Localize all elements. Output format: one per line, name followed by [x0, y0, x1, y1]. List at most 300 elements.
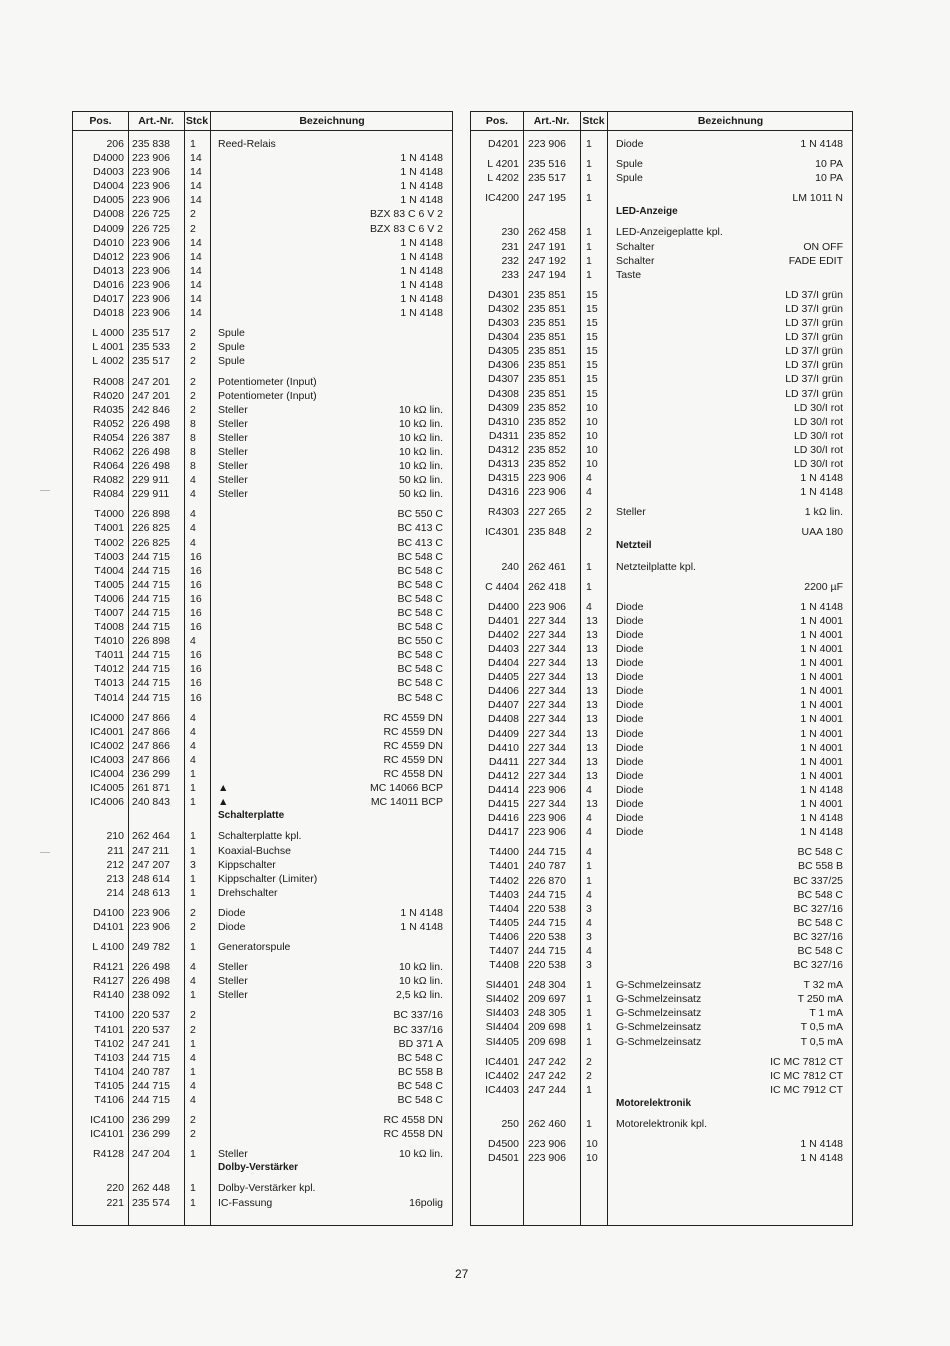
cell-stck: 1: [586, 874, 592, 887]
cell-pos: D4311: [488, 429, 519, 442]
table-row: [471, 783, 852, 797]
cell-stck: 16: [190, 677, 202, 690]
cell-pos: T4004: [94, 564, 124, 577]
cell-pos: D4409: [488, 727, 519, 740]
cell-stck: 15: [586, 302, 598, 315]
cell-pos: SI4404: [485, 1021, 519, 1034]
cell-bez: Diode: [616, 812, 644, 825]
cell-pos: IC4002: [90, 739, 124, 752]
cell-val: 1 N 4148: [800, 812, 843, 825]
cell-val: T 1 mA: [809, 1007, 843, 1020]
cell-art: 223 906: [528, 812, 566, 825]
cell-stck: 15: [586, 288, 598, 301]
cell-pos: 221: [106, 1196, 124, 1209]
cell-bez: Spule: [218, 355, 245, 368]
section-heading-row: [471, 1097, 852, 1111]
cell-stck: 13: [586, 671, 598, 684]
table-row: [73, 691, 452, 705]
cell-pos: D4414: [488, 783, 519, 796]
table-row: [471, 254, 852, 268]
cell-bez: Steller: [218, 417, 248, 430]
cell-stck: 4: [586, 600, 592, 613]
cell-pos: D4408: [488, 713, 519, 726]
cell-art: 238 092: [132, 989, 170, 1002]
cell-pos: R4128: [93, 1148, 124, 1161]
table-row: [471, 888, 852, 902]
cell-art: 247 191: [528, 240, 566, 253]
table-row: [73, 222, 452, 236]
cell-stck: 10: [586, 1152, 598, 1165]
table-row: [471, 457, 852, 471]
cell-pos: 206: [106, 138, 124, 150]
cell-art: 227 344: [528, 657, 566, 670]
table-row: [471, 157, 852, 171]
cell-art: 226 825: [132, 536, 170, 549]
cell-val: T 32 mA: [803, 979, 843, 992]
cell-stck: 10: [586, 401, 598, 414]
cell-pos: T4405: [489, 916, 519, 929]
cell-pos: 214: [106, 886, 124, 899]
cell-art: 223 906: [132, 236, 170, 249]
cell-stck: 4: [586, 812, 592, 825]
cell-val: BC 327/16: [793, 930, 843, 943]
table-row: [471, 505, 852, 519]
table-row: [73, 445, 452, 459]
cell-pos: D4302: [488, 302, 519, 315]
cell-pos: D4307: [488, 373, 519, 386]
cell-pos: D4400: [488, 600, 519, 613]
cell-val: 50 kΩ lin.: [398, 488, 443, 501]
section-heading-row: [73, 809, 452, 823]
cell-art: 235 851: [528, 359, 566, 372]
cell-val: 1 N 4001: [800, 643, 843, 655]
cell-bez: Diode: [616, 657, 644, 670]
cell-art: 220 537: [132, 1009, 170, 1022]
cell-val: T 250 mA: [797, 993, 843, 1006]
cell-pos: IC4003: [90, 753, 124, 766]
cell-art: 223 906: [528, 600, 566, 613]
cell-val: IC MC 7912 CT: [770, 1083, 843, 1096]
cell-stck: 1: [586, 993, 592, 1006]
cell-stck: 13: [586, 685, 598, 698]
cell-stck: 1: [190, 886, 196, 899]
table-row: [73, 1079, 452, 1093]
cell-bez: LED-Anzeige: [616, 206, 678, 218]
cell-bez: Diode: [616, 600, 644, 613]
cell-stck: 1: [586, 268, 592, 281]
table-row: [73, 592, 452, 606]
cell-pos: 231: [501, 240, 519, 253]
cell-val: LD 37/I grün: [785, 387, 843, 400]
cell-stck: 1: [586, 1021, 592, 1034]
header-pos: Pos.: [89, 115, 112, 127]
cell-art: 227 344: [528, 628, 566, 641]
cell-val: 10 kΩ lin.: [398, 403, 443, 416]
cell-pos: D4405: [488, 671, 519, 684]
cell-bez: IC-Fassung: [218, 1196, 273, 1209]
cell-art: 244 715: [132, 663, 170, 676]
table-row: [471, 845, 852, 859]
header-bez: Bezeichnung: [299, 115, 365, 127]
cell-stck: 1: [586, 192, 592, 205]
cell-stck: 14: [190, 166, 202, 179]
cell-art: 262 461: [528, 560, 566, 573]
cell-val: RC 4558 DN: [383, 1128, 443, 1141]
cell-val: 1 N 4148: [400, 166, 443, 179]
table-row: [471, 958, 852, 972]
table-row: [471, 471, 852, 485]
cell-val: BC 548 C: [397, 677, 443, 690]
cell-stck: 1: [190, 872, 196, 885]
cell-bez: Diode: [616, 614, 644, 627]
cell-stck: 2: [586, 1055, 592, 1068]
table-row: [73, 236, 452, 250]
cell-bez: Steller: [218, 488, 248, 501]
cell-stck: 4: [190, 536, 196, 549]
cell-pos: T4401: [489, 860, 519, 873]
table-row: [471, 1083, 852, 1097]
table-row: [73, 886, 452, 900]
cell-pos: T4400: [489, 846, 519, 859]
table-row: [73, 1065, 452, 1079]
cell-stck: 4: [190, 1079, 196, 1092]
cell-stck: 1: [190, 782, 196, 795]
table-row: [471, 1151, 852, 1165]
cell-art: 235 517: [132, 355, 170, 368]
table-row: [471, 358, 852, 372]
cell-art: 262 448: [132, 1182, 170, 1195]
table-row: [73, 606, 452, 620]
cell-art: 262 460: [528, 1118, 566, 1130]
cell-bez: G-Schmelzeinsatz: [616, 993, 702, 1006]
cell-bez: Diode: [616, 671, 644, 684]
table-row: [73, 250, 452, 264]
cell-val: 1 N 4148: [800, 783, 843, 796]
cell-val: 1 kΩ lin.: [804, 506, 843, 519]
cell-val: 16polig: [409, 1196, 443, 1209]
cell-stck: 1: [190, 844, 196, 857]
cell-val: 1 N 4148: [400, 180, 443, 193]
cell-art: 244 715: [132, 677, 170, 690]
cell-pos: T4404: [489, 902, 519, 915]
cell-stck: 14: [190, 307, 202, 320]
cell-art: 262 458: [528, 226, 566, 239]
cell-pos: T4012: [94, 663, 124, 676]
cell-stck: 4: [586, 472, 592, 485]
cell-val: LM 1011 N: [792, 192, 843, 205]
cell-art: 227 344: [528, 699, 566, 712]
cell-val: BC 548 C: [397, 663, 443, 676]
cell-val: BC 548 C: [397, 1051, 443, 1064]
cell-art: 227 344: [528, 643, 566, 655]
table-row: [471, 684, 852, 698]
cell-val: LD 37/I grün: [785, 359, 843, 372]
cell-val: BC 327/16: [793, 902, 843, 915]
cell-stck: 14: [190, 293, 202, 306]
cell-val: BC 337/16: [393, 1023, 443, 1036]
table-row: [73, 151, 452, 165]
cell-val: T 0,5 mA: [800, 1021, 843, 1034]
table-row: [73, 278, 452, 292]
table-row: [73, 487, 452, 501]
cell-stck: 2: [190, 1023, 196, 1036]
cell-stck: 13: [586, 727, 598, 740]
cell-pos: R4127: [93, 975, 124, 988]
cell-pos: R4082: [93, 474, 124, 487]
cell-stck: 2: [190, 403, 196, 416]
cell-stck: 16: [190, 649, 202, 662]
cell-pos: R4062: [93, 445, 124, 458]
cell-pos: IC4000: [90, 711, 124, 724]
cell-art: 247 201: [132, 389, 170, 402]
table-row: [73, 1023, 452, 1037]
table-row: [471, 1117, 852, 1131]
cell-val: LD 30/I rot: [793, 457, 843, 470]
cell-art: 247 242: [528, 1055, 566, 1068]
cell-val: 10 kΩ lin.: [398, 431, 443, 444]
cell-val: 50 kΩ lin.: [398, 474, 443, 487]
table-row: [73, 1037, 452, 1051]
cell-art: 227 344: [528, 727, 566, 740]
cell-art: 247 244: [528, 1083, 566, 1096]
cell-art: 244 715: [132, 592, 170, 605]
cell-stck: 2: [190, 375, 196, 388]
table-row: [73, 550, 452, 564]
table-row: [471, 656, 852, 670]
cell-art: 226 498: [132, 961, 170, 974]
cell-val: BC 548 C: [397, 550, 443, 563]
cell-art: 226 387: [132, 431, 170, 444]
cell-val: 1 N 4001: [800, 628, 843, 641]
cell-pos: T4014: [94, 691, 124, 704]
cell-val: RC 4559 DN: [383, 711, 443, 724]
cell-stck: 14: [190, 180, 202, 193]
cell-val: MC 14011 BCP: [370, 796, 443, 809]
cell-val: 1 N 4148: [800, 600, 843, 613]
cell-pos: D4407: [488, 699, 519, 712]
table-row: [73, 648, 452, 662]
cell-stck: 4: [190, 522, 196, 535]
cell-art: 223 906: [132, 166, 170, 179]
table-row: [471, 769, 852, 783]
cell-pos: D4008: [93, 208, 124, 221]
table-row: [471, 859, 852, 873]
cell-val: LD 37/I grün: [785, 345, 843, 358]
cell-art: 227 344: [528, 671, 566, 684]
cell-pos: 240: [501, 560, 519, 573]
table-row: [471, 727, 852, 741]
cell-art: 244 715: [132, 564, 170, 577]
cell-stck: 3: [586, 902, 592, 915]
cell-pos: L 4202: [487, 172, 519, 185]
table-row: [73, 354, 452, 368]
cell-stck: 13: [586, 699, 598, 712]
cell-pos: D4406: [488, 685, 519, 698]
table-row: [471, 944, 852, 958]
table-row: [471, 316, 852, 330]
cell-bez: Reed-Relais: [218, 138, 276, 150]
table-row: [471, 978, 852, 992]
cell-art: 226 498: [132, 975, 170, 988]
cell-pos: D4501: [488, 1152, 519, 1165]
cell-bez: Motorelektronik kpl.: [616, 1118, 708, 1130]
cell-bez: Steller: [218, 1148, 248, 1161]
cell-val: 1 N 4148: [800, 826, 843, 839]
table-row: [73, 753, 452, 767]
cell-pos: T4407: [489, 944, 519, 957]
cell-val: 1 N 4148: [400, 906, 443, 919]
cell-art: 223 906: [528, 783, 566, 796]
cell-art: 223 906: [132, 307, 170, 320]
cell-pos: D4500: [488, 1138, 519, 1151]
cell-val: 1 N 4148: [400, 264, 443, 277]
cell-art: 235 851: [528, 373, 566, 386]
cell-stck: 1: [586, 1007, 592, 1020]
cell-bez: Steller: [616, 506, 646, 519]
cell-art: 223 906: [528, 472, 566, 485]
cell-art: 223 906: [132, 264, 170, 277]
table-row: [471, 288, 852, 302]
cell-pos: 233: [501, 268, 519, 281]
cell-pos: D4417: [488, 826, 519, 839]
cell-pos: IC4004: [90, 768, 124, 781]
table-row: [471, 1035, 852, 1049]
table-row: [73, 179, 452, 193]
cell-art: 226 498: [132, 417, 170, 430]
cell-bez: G-Schmelzeinsatz: [616, 979, 702, 992]
cell-val: IC MC 7812 CT: [770, 1069, 843, 1082]
cell-pos: D4315: [488, 472, 519, 485]
cell-pos: R4054: [93, 431, 124, 444]
cell-pos: D4004: [93, 180, 124, 193]
cell-val: 1 N 4001: [800, 657, 843, 670]
cell-art: 235 574: [132, 1196, 170, 1209]
cell-stck: 10: [586, 1138, 598, 1151]
cell-stck: 1: [586, 254, 592, 267]
cell-art: 244 715: [132, 649, 170, 662]
table-row: [73, 507, 452, 521]
parts-table-right: [470, 111, 853, 1226]
cell-pos: T4002: [94, 536, 124, 549]
cell-val: BC 337/16: [393, 1009, 443, 1022]
cell-stck: 4: [190, 508, 196, 521]
cell-pos: T4402: [489, 874, 519, 887]
cell-pos: R4303: [488, 506, 519, 519]
cell-stck: 10: [586, 415, 598, 428]
cell-art: 235 852: [528, 443, 566, 456]
table-row: [73, 974, 452, 988]
table-row: [73, 829, 452, 843]
cell-bez: Schalter: [616, 254, 655, 267]
cell-stck: 13: [586, 798, 598, 811]
cell-pos: D4410: [488, 741, 519, 754]
cell-stck: 16: [190, 621, 202, 634]
cell-pos: R4140: [93, 989, 124, 1002]
cell-stck: 4: [190, 975, 196, 988]
cell-stck: 1: [190, 1148, 196, 1161]
table-row: [471, 811, 852, 825]
cell-art: 235 517: [132, 327, 170, 340]
cell-art: 209 697: [528, 993, 566, 1006]
cell-art: 235 852: [528, 401, 566, 414]
table-row: [471, 344, 852, 358]
cell-bez: Diode: [616, 628, 644, 641]
cell-stck: 13: [586, 643, 598, 655]
cell-bez: Taste: [616, 268, 642, 281]
cell-stck: 16: [190, 607, 202, 619]
table-row: [73, 844, 452, 858]
cell-stck: 16: [190, 564, 202, 577]
cell-val: BZX 83 C 6 V 2: [370, 222, 443, 235]
cell-val: BC 548 C: [397, 1079, 443, 1092]
cell-pos: IC4200: [485, 192, 519, 205]
cell-val: LD 30/I rot: [793, 415, 843, 428]
cell-pos: IC4101: [90, 1128, 124, 1141]
cell-stck: 16: [190, 691, 202, 704]
cell-pos: D4316: [488, 486, 519, 499]
section-heading-row: [73, 1161, 452, 1175]
cell-stck: 2: [190, 906, 196, 919]
cell-art: 227 344: [528, 741, 566, 754]
table-row: [73, 1051, 452, 1065]
table-row: [471, 401, 852, 415]
cell-pos: D4304: [488, 331, 519, 344]
cell-stck: 1: [190, 796, 196, 809]
cell-pos: IC4001: [90, 725, 124, 738]
table-row: [471, 1006, 852, 1020]
cell-pos: D4018: [93, 307, 124, 320]
table-row: [73, 858, 452, 872]
cell-stck: 2: [190, 389, 196, 402]
cell-val: 1 N 4001: [800, 769, 843, 782]
cell-bez: Spule: [616, 158, 643, 171]
cell-val: BC 548 C: [397, 1094, 443, 1106]
cell-pos: D4312: [488, 443, 519, 456]
table-row: [73, 620, 452, 634]
table-row: [471, 191, 852, 205]
table-row: [471, 797, 852, 811]
cell-art: 247 241: [132, 1037, 170, 1050]
cell-stck: 14: [190, 278, 202, 291]
cell-pos: T4101: [94, 1023, 124, 1036]
cell-stck: 13: [586, 769, 598, 782]
cell-pos: 210: [106, 830, 124, 843]
cell-art: 262 464: [132, 830, 170, 843]
table-row: [73, 1113, 452, 1127]
cell-art: 226 898: [132, 508, 170, 521]
table-row: [73, 207, 452, 221]
table-row: [73, 326, 452, 340]
cell-art: 244 715: [528, 916, 566, 929]
cell-stck: 1: [586, 979, 592, 992]
cell-art: 229 911: [132, 474, 170, 487]
cell-stck: 15: [586, 387, 598, 400]
table-row: [471, 429, 852, 443]
table-row: [471, 387, 852, 401]
cell-val: BD 371 A: [398, 1037, 443, 1050]
cell-val: RC 4558 DN: [383, 768, 443, 781]
cell-pos: IC4301: [485, 526, 519, 539]
cell-art: 226 870: [528, 874, 566, 887]
cell-pos: L 4001: [92, 341, 124, 354]
table-row: [471, 372, 852, 386]
cell-bez: Diode: [616, 741, 644, 754]
cell-stck: 1: [586, 1118, 592, 1130]
table-row: [73, 725, 452, 739]
table-row: [471, 240, 852, 254]
cell-bez: Schalterplatte: [218, 810, 285, 822]
cell-bez: Kippschalter (Limiter): [218, 872, 318, 885]
